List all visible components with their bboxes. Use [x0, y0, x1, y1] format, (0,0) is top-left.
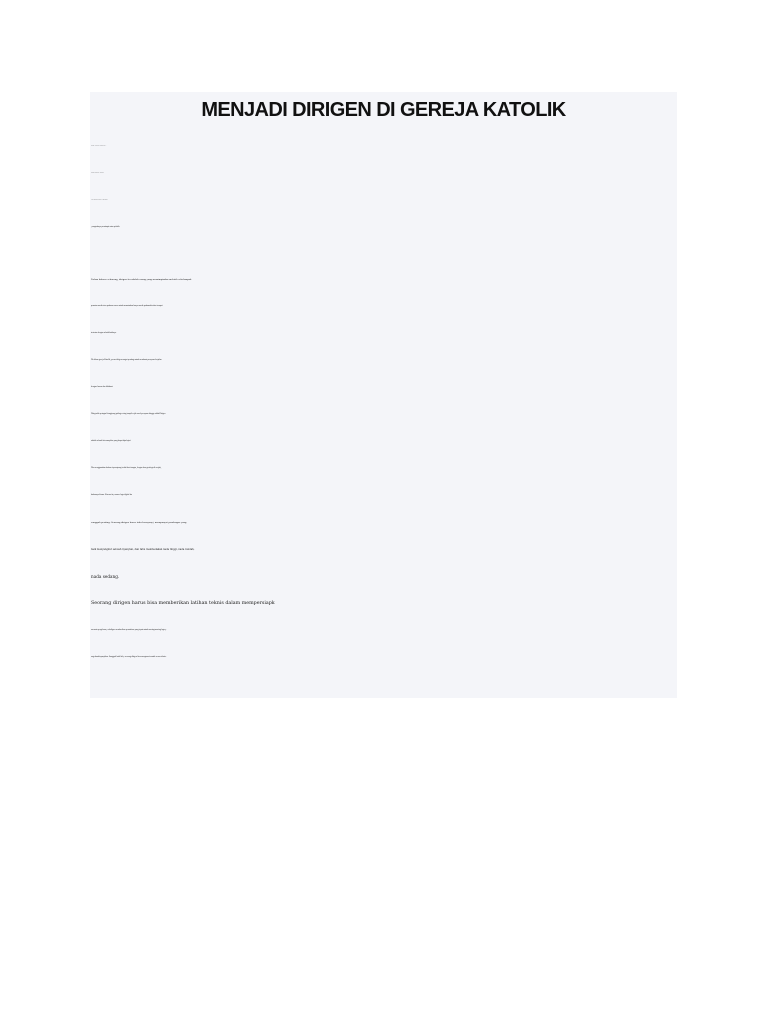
body-line-4: Di dalam gereja Katolik, peran dirigen sangat penting untuk membuat perayaan berjalan — [91, 359, 162, 361]
intro-line-4: yangartinya pemimpin atau pelatih. — [91, 226, 120, 228]
body-line-14: an suatu pergelaran, sekaligus memberikan penafsiran yang tepat untuk masing-masing lagu y — [91, 629, 167, 631]
body-line-10: sungguh penting. Seorang dirigen harus tahu bernyanyi, mempunyai pendengar yang — [91, 521, 187, 524]
body-line-2: pemain musik atau paduan suara untuk memainkan karya musik padawaktu dan tempat — [91, 306, 163, 307]
intro-line-3-prefix: atau bahasa Inggris: — [91, 200, 103, 201]
body-line-3: tertentu dengan sebaik-baiknya. — [91, 332, 117, 334]
intro-line-1: Istilah “dirigen” berasal dari : — [91, 146, 107, 147]
body-line-6: Dirigenlah petugas liturgiyang paling sering tampil sejak awal perayaan hingga akhir.Dirigen — [91, 413, 166, 415]
intro-line-2-prefix: bahasa Belanda: — [91, 173, 100, 174]
term-dirigent: dirigent — [99, 173, 104, 174]
body-line-15: ang akandinyanyikan. Sungguh baik bila, seorang dirigen bisa menguasai musik secara teknis. — [91, 656, 167, 658]
body-line-5: dengan lancar dan khidmat. — [91, 386, 114, 388]
term-conductor: conductor — [102, 200, 108, 201]
body-line-7: adalah sebuah keterampilan yang dapat dipelajari. — [91, 440, 131, 442]
body-line-13: Seorang dirigen harus bisa memberikan latihan teknis dalam mempersiapk — [91, 601, 275, 606]
body-line-8: Dia menggunakan bahasa isyaratyang terdiri dari tangan, lengan dan gerak-gerik wajah, — [91, 467, 162, 469]
intro-line-2 — [90, 160, 677, 187]
document-page — [90, 92, 677, 698]
body-line-1: Dalam bahasa sekarang, dirigen itu adalah orang yang memimpindan melatih sekelompok — [91, 278, 192, 281]
intro-line-3 — [90, 187, 677, 214]
body-line-12: nada sedang. — [91, 574, 120, 579]
document-title: MENJADI DIRIGEN DI GEREJA KATOLIK — [201, 99, 566, 121]
body-line-11: baik menyangkut sebuah nyanyian, dan tahu membedakan nada tinggi, nada rendah, — [91, 548, 195, 551]
paragraph-gap — [90, 241, 677, 266]
body-line-9: bukannya bicara. Karena itu, nomor lagu digital itu — [91, 494, 132, 496]
